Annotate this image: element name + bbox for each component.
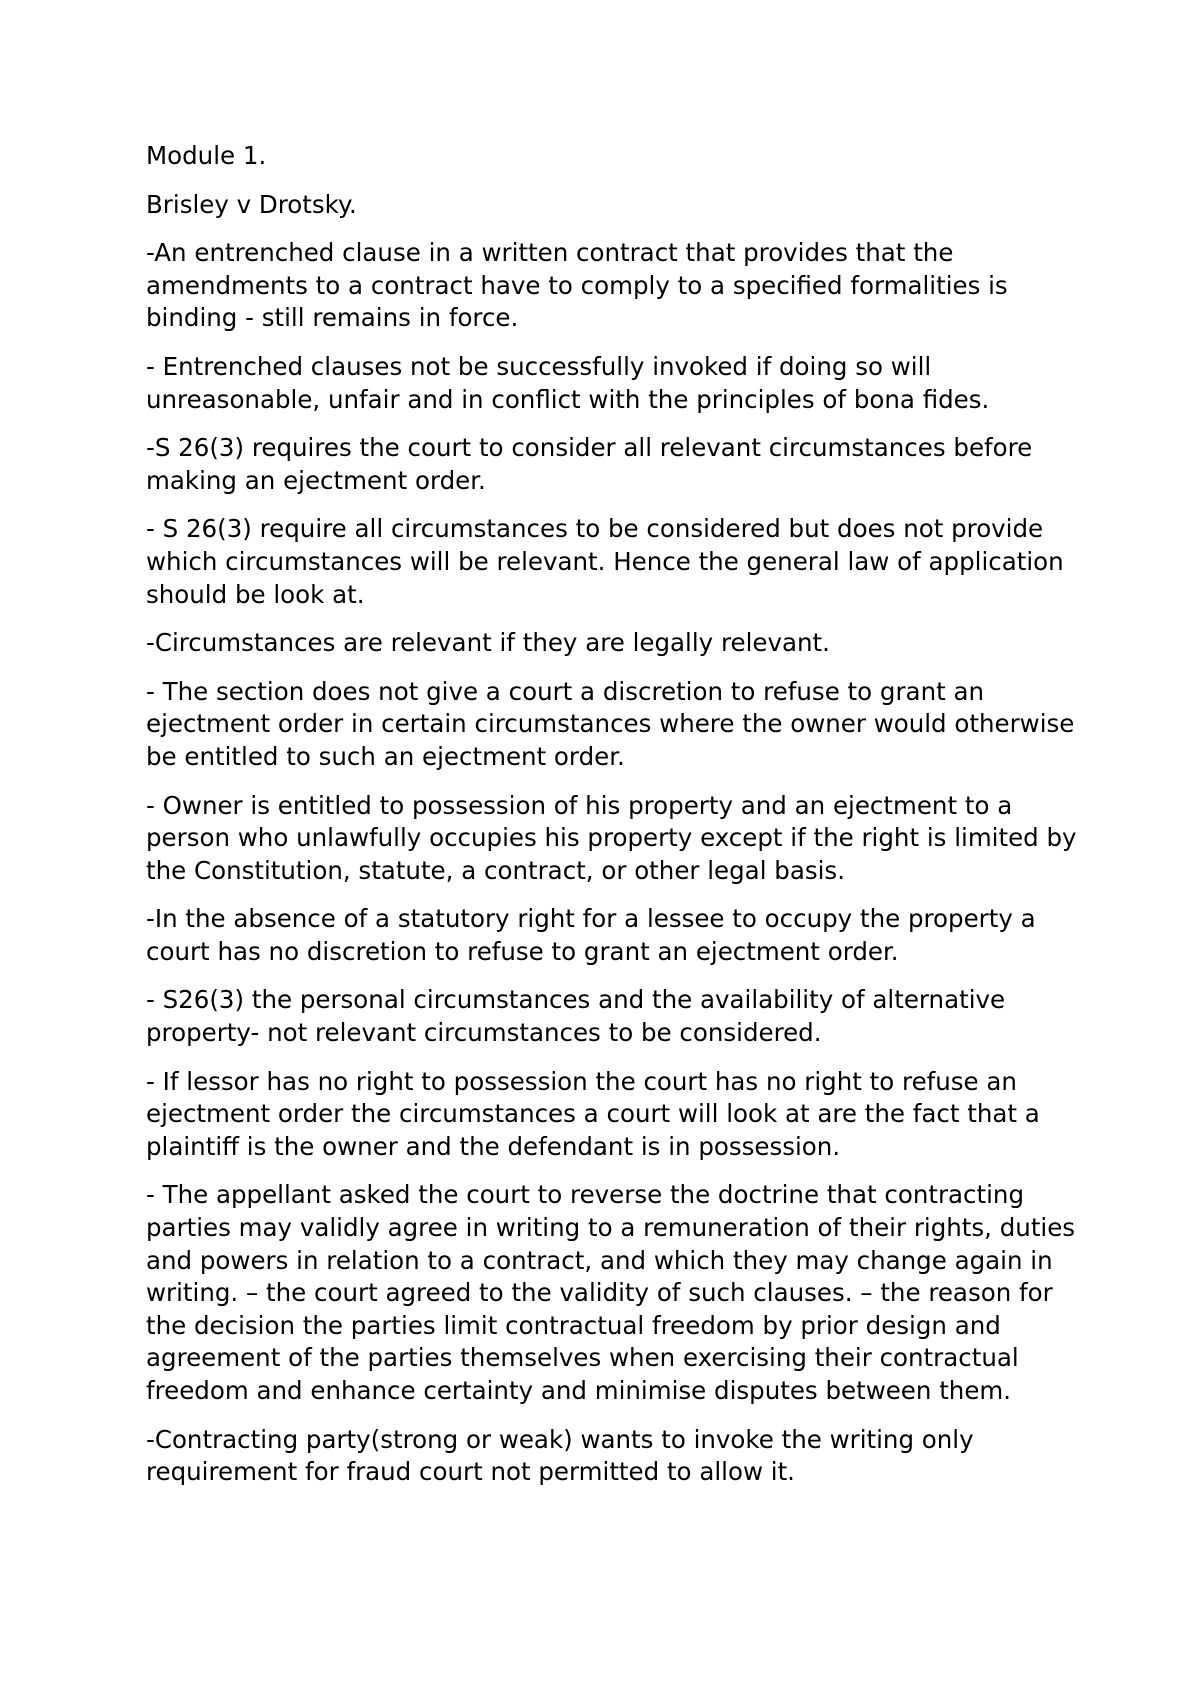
paragraph-10: - If lessor has no right to possession the court has no right to refuse an ejectment order the circumstances a court will look at are the fact that a plaintiff is the owner and the defendant is in possession.: [146, 1066, 1040, 1161]
paragraph-12: -Contracting party(strong or weak) wants to invoke the writing only requirement for fraud court not permitted to allow it.: [146, 1424, 974, 1487]
paragraph-1: -An entrenched clause in a written contract that provides that the amendments to a contract have to comply to a specified formalities is binding - still remains in force.: [146, 238, 1008, 333]
paragraph-9: - S26(3) the personal circumstances and the availability of alternative property- not relevant circumstances to be considered.: [146, 985, 1006, 1048]
paragraph-6: - The section does not give a court a discretion to refuse to grant an ejectment order in certain circumstances where the owner would otherwise be entitled to such an ejectment order.: [146, 676, 1075, 771]
paragraph-11: - The appellant asked the court to reverse the doctrine that contracting parties may validly agree in writing to a remuneration of their rights, duties and powers in relation to a contract, and which they may change again in writing. – the court agreed to the validity of such clauses. – the reason for the decision the parties limit contractual freedom by prior design and agreement of the parties themselves when exercising their contractual freedom and enhance certainty and minimise disputes between them.: [146, 1180, 1076, 1405]
paragraph-2: - Entrenched clauses not be successfully invoked if doing so will unreasonable, unfair and in conflict with the principles of bona fides.: [146, 351, 990, 414]
paragraph-4: - S 26(3) require all circumstances to be considered but does not provide which circumstances will be relevant. Hence the general law of application should be look at.: [146, 514, 1064, 609]
paragraph-8: -In the absence of a statutory right for a lessee to occupy the property a court has no discretion to refuse to grant an ejectment order.: [146, 904, 1036, 966]
paragraph-7: - Owner is entitled to possession of his property and an ejectment to a person who unlawfully occupies his property except if the right is limited by the Constitution, statute, a contract, or other legal basis.: [146, 790, 1077, 885]
document-body: [146, 140, 1086, 1505]
module-heading: Module 1.: [146, 141, 267, 170]
paragraph-3: -S 26(3) requires the court to consider all relevant circumstances before making an ejectment order.: [146, 433, 1033, 495]
paragraph-5: -Circumstances are relevant if they are legally relevant.: [146, 628, 830, 658]
case-title: Brisley v Drotsky.: [146, 189, 357, 219]
